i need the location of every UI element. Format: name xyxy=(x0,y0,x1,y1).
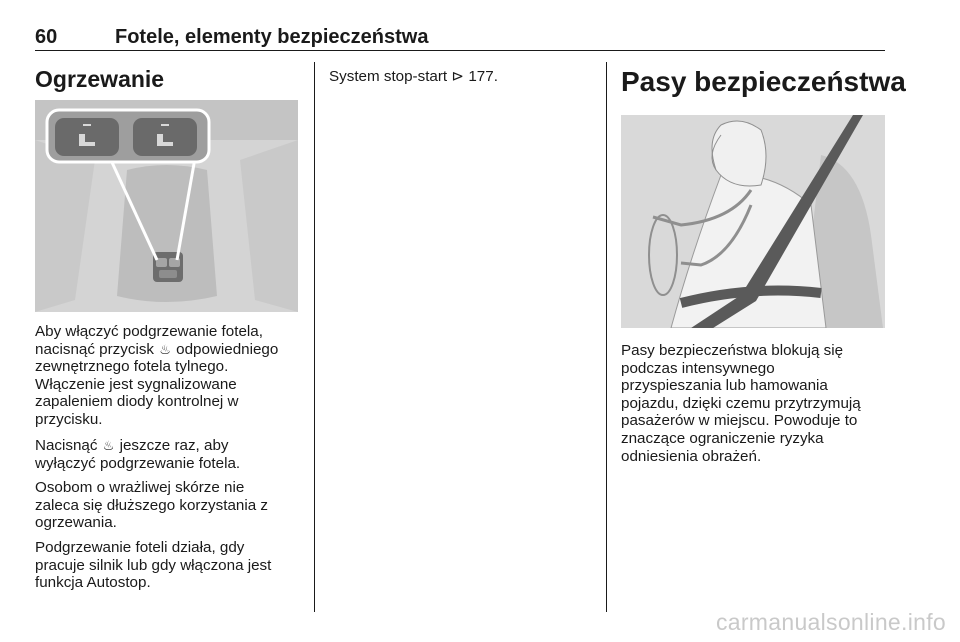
heading-ogrzewanie: Ogrzewanie xyxy=(35,66,165,92)
seat-heat-icon: ♨ xyxy=(159,341,171,357)
page-number: 60 xyxy=(35,26,58,48)
seatbelt-image xyxy=(621,115,885,328)
rear-seat-heating-buttons-illustration xyxy=(35,100,298,312)
header-divider xyxy=(35,50,885,51)
reference-page-number: 177. xyxy=(468,68,498,85)
driver-with-seatbelt-illustration xyxy=(621,115,885,328)
stop-start-reference[interactable]: System stop-start ⊳ 177. xyxy=(329,68,498,85)
page-reference-arrow-icon: ⊳ xyxy=(451,68,465,85)
paragraph-heating-off: Nacisnąć ♨ jeszcze raz, aby wyłączyć podgrzewanie fotela. xyxy=(35,437,241,472)
column-divider-right xyxy=(606,62,607,612)
chapter-title: Fotele, elementy bezpieczeństwa xyxy=(115,26,429,48)
paragraph-autostop: Podgrzewanie foteli działa, gdy pracuje silnik lub gdy włączona jest funkcja Autostop. xyxy=(35,539,272,592)
heading-pasy-bezpieczenstwa: Pasy bezpieczeństwa xyxy=(621,66,906,97)
paragraph-sensitive-skin: Osobom o wrażliwej skórze nie zaleca się dłuższego korzystania z ogrzewania. xyxy=(35,479,268,532)
paragraph-seatbelt-info: Pasy bezpieczeństwa blokują się podczas intensywnego przyspieszania lub hamowania pojazdu, dzięki czemu przytrzymują pasażerów w miejscu. Powoduje to znaczące ograniczenie ryzyka odniesienia obrażeń. xyxy=(621,342,861,465)
seat-heat-icon: ♨ xyxy=(102,438,115,453)
column-divider-left xyxy=(314,62,315,612)
paragraph-heating-on: Aby włączyć podgrzewanie fotela, nacisnąć przycisk ♨ odpowiedniego zewnętrznego fotela tylnego. Włączenie jest sygnalizowane zapaleniem diody kontrolnej w przycisku. xyxy=(35,323,279,428)
page-header xyxy=(35,26,885,52)
watermark: carmanualsonline.info xyxy=(715,609,946,635)
rear-seat-heating-image xyxy=(35,100,298,312)
